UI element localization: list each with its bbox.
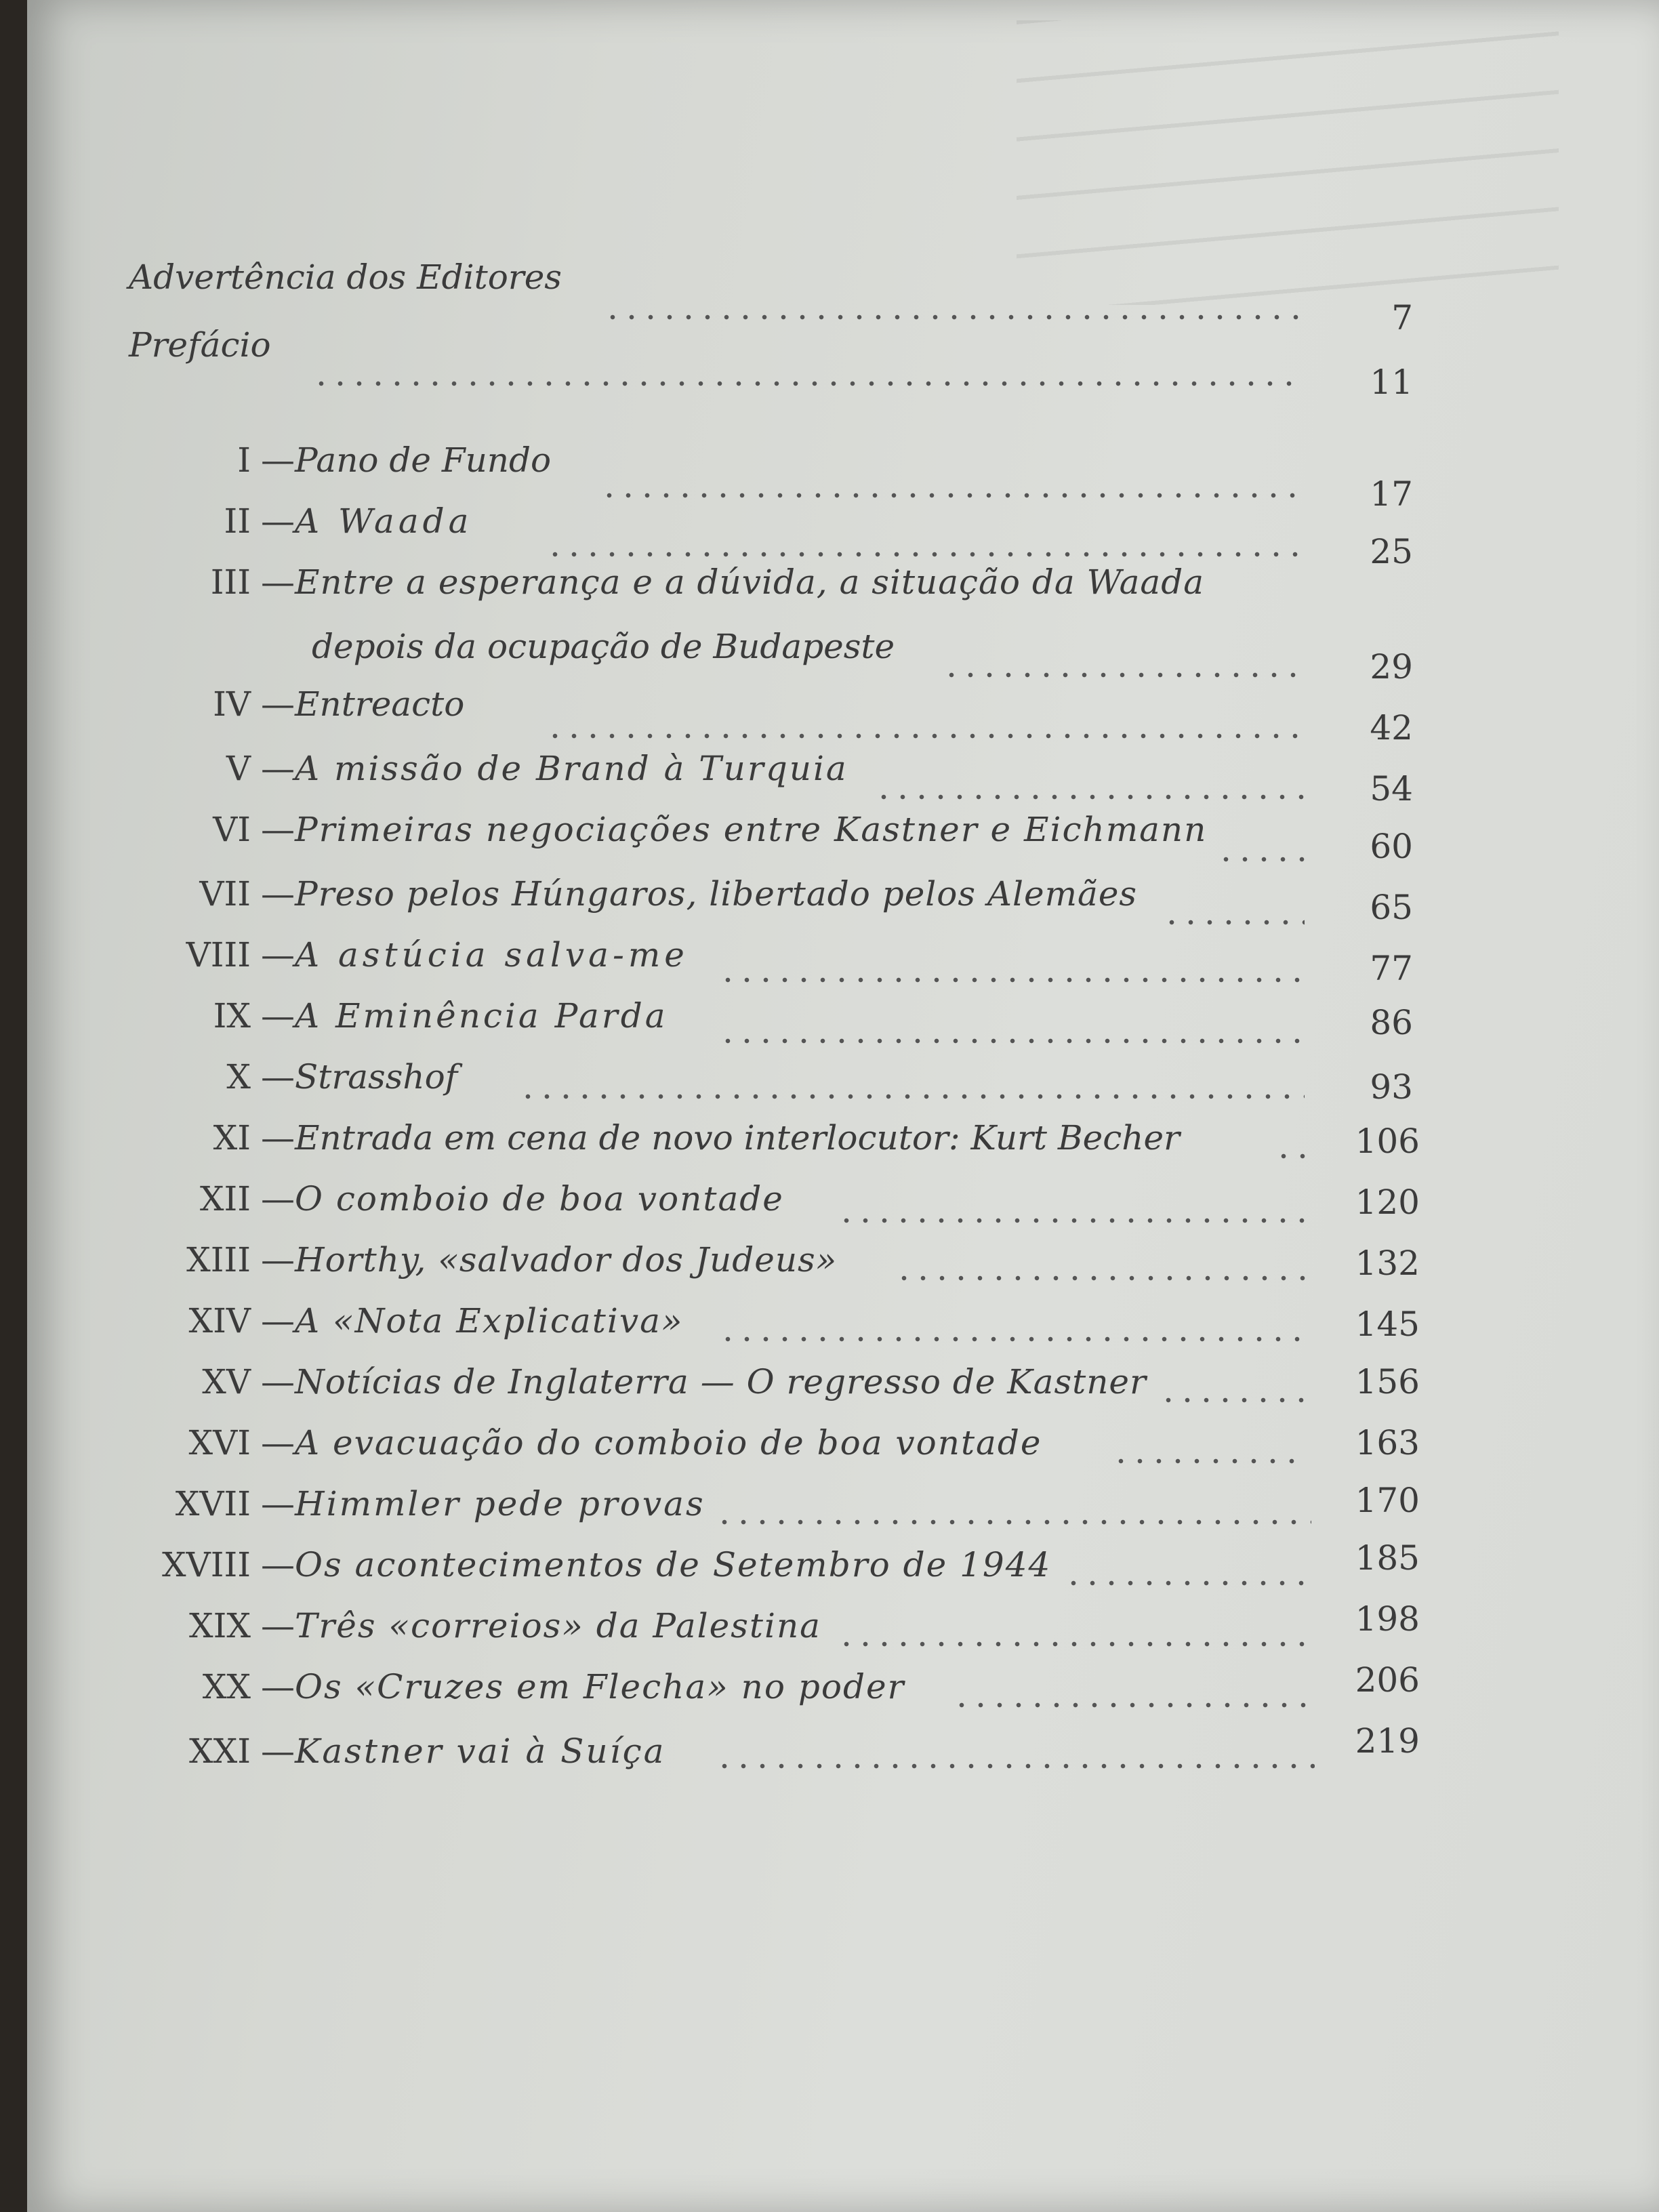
chapter-entry [261, 1240, 837, 1279]
chapter-entry [261, 684, 464, 724]
chapter-number: XIII [186, 1240, 251, 1279]
chapter-entry [261, 1732, 665, 1771]
em-dash: — [261, 441, 295, 480]
chapter-number: XXI [189, 1732, 251, 1771]
em-dash: — [261, 1667, 295, 1706]
page-number: 198 [1355, 1599, 1420, 1639]
page-number: 7 [1391, 298, 1413, 337]
toc-entry-prefacio [129, 325, 271, 365]
chapter-title-continued: depois da ocupação de Budapeste [312, 627, 895, 666]
chapter-title: Strasshof [295, 1057, 458, 1097]
em-dash: — [261, 684, 295, 724]
chapter-number: XI [213, 1118, 251, 1158]
chapter-entry [261, 1301, 683, 1340]
chapter-title: Os «Cruzes em Flecha» no poder [295, 1667, 905, 1706]
page-number: 17 [1370, 474, 1413, 514]
em-dash: — [261, 501, 295, 541]
page-number: 145 [1355, 1305, 1420, 1344]
em-dash: — [261, 996, 295, 1036]
chapter-entry [261, 441, 551, 480]
chapter-entry [261, 1545, 1051, 1584]
chapter-number: XX [202, 1667, 251, 1706]
chapter-title: A astúcia salva-me [295, 935, 689, 975]
chapter-title: Entrada em cena de novo interlocutor: Kurt Becher [295, 1118, 1180, 1158]
chapter-title: Preso pelos Húngaros, libertado pelos Alemães [295, 874, 1138, 914]
leader-dots [718, 1335, 1308, 1343]
entry-title: Advertência dos Editores [129, 258, 562, 297]
page-number: 29 [1370, 647, 1413, 687]
page-number: 206 [1355, 1660, 1420, 1700]
chapter-entry [261, 1667, 905, 1706]
page-number: 156 [1355, 1362, 1420, 1401]
em-dash: — [261, 1606, 295, 1645]
chapter-title: Pano de Fundo [295, 441, 552, 480]
leader-dots [518, 1092, 1305, 1101]
chapter-number: XIV [188, 1301, 251, 1340]
leader-dots [715, 1762, 1315, 1770]
chapter-number: VII [199, 874, 251, 914]
chapter-title: Horthy, «salvador dos Judeus» [295, 1240, 838, 1279]
page-number: 93 [1370, 1067, 1413, 1107]
page-number: 170 [1355, 1481, 1420, 1520]
chapter-title: A missão de Brand à Turquia [295, 749, 848, 788]
em-dash: — [261, 1118, 295, 1158]
em-dash: — [261, 1545, 295, 1584]
chapter-number: XVI [188, 1423, 251, 1462]
entry-title: Prefácio [129, 325, 271, 365]
chapter-title: Os acontecimentos de Setembro de 1944 [295, 1545, 1052, 1584]
chapter-entry [261, 1423, 1042, 1462]
chapter-title: Entre a esperança e a dúvida, a situação da Waada [295, 562, 1205, 602]
leader-dots [1159, 1396, 1308, 1404]
page-number: 163 [1355, 1423, 1420, 1462]
em-dash: — [261, 1057, 295, 1097]
chapter-number: XVIII [162, 1545, 251, 1584]
em-dash: — [261, 1423, 295, 1462]
page-number: 132 [1355, 1244, 1420, 1283]
leader-dots [837, 1640, 1311, 1648]
leader-dots [837, 1216, 1308, 1225]
chapter-title: Notícias de Inglaterra — O regresso de Kastner [295, 1362, 1147, 1401]
leader-dots [942, 671, 1305, 679]
toc-entry-advertencia [129, 258, 562, 297]
chapter-number: XIX [189, 1606, 251, 1645]
em-dash: — [261, 1732, 295, 1771]
chapter-number: I [237, 441, 251, 480]
chapter-title: Himmler pede provas [295, 1484, 705, 1523]
chapter-title: A Eminência Parda [295, 996, 668, 1036]
chapter-title: A evacuação do comboio de boa vontade [295, 1423, 1042, 1462]
page-number: 54 [1370, 769, 1413, 808]
page-number: 86 [1370, 1003, 1413, 1042]
leader-dots [603, 313, 1301, 321]
chapter-number: IV [213, 684, 251, 724]
em-dash: — [261, 1484, 295, 1523]
page-number: 106 [1355, 1122, 1420, 1161]
chapter-entry [261, 749, 848, 788]
chapter-number: VI [213, 810, 251, 849]
em-dash: — [261, 1301, 295, 1340]
chapter-title: Três «correios» da Palestina [295, 1606, 821, 1645]
leader-dots [874, 793, 1305, 801]
chapter-number: II [224, 501, 251, 541]
chapter-number: XII [199, 1179, 251, 1218]
page-number: 77 [1370, 949, 1413, 988]
chapter-title: A Waada [295, 501, 473, 541]
chapter-entry [261, 1606, 821, 1645]
page-number: 11 [1370, 363, 1413, 402]
em-dash: — [261, 810, 295, 849]
chapter-number: III [210, 562, 251, 602]
chapter-entry [261, 810, 1207, 849]
em-dash: — [261, 562, 295, 602]
chapter-number: V [226, 749, 251, 788]
chapter-number: IX [213, 996, 251, 1036]
chapter-entry [261, 1118, 1180, 1158]
chapter-number: VIII [186, 935, 251, 975]
chapter-title: Entreacto [295, 684, 465, 724]
leader-dots [1111, 1457, 1308, 1465]
chapter-title: Primeiras negociações entre Kastner e Eichmann [295, 810, 1208, 849]
em-dash: — [261, 935, 295, 975]
page-number: 65 [1370, 888, 1413, 927]
chapter-entry [261, 1179, 784, 1218]
leader-dots [952, 1701, 1315, 1709]
chapter-title: A «Nota Explicativa» [295, 1301, 684, 1340]
page-number: 120 [1355, 1183, 1420, 1222]
chapter-entry [261, 1362, 1147, 1401]
page-number: 219 [1355, 1721, 1420, 1761]
leader-dots [312, 380, 1301, 388]
page-number: 60 [1370, 827, 1413, 866]
leader-dots [895, 1274, 1308, 1282]
leader-dots [1216, 855, 1305, 863]
leader-dots [1064, 1579, 1311, 1587]
em-dash: — [261, 1240, 295, 1279]
chapter-number: X [226, 1057, 251, 1097]
chapter-entry [261, 874, 1137, 914]
em-dash: — [261, 749, 295, 788]
chapter-entry [261, 562, 1204, 602]
leader-dots [1162, 918, 1305, 926]
em-dash: — [261, 1362, 295, 1401]
leader-dots [718, 976, 1305, 984]
chapter-entry [261, 1484, 705, 1523]
leader-dots [718, 1037, 1305, 1045]
leader-dots [1274, 1152, 1308, 1160]
page-number: 185 [1355, 1538, 1420, 1578]
leader-dots [546, 732, 1305, 740]
leader-dots [715, 1518, 1311, 1526]
chapter-entry [261, 935, 689, 975]
chapter-title: O comboio de boa vontade [295, 1179, 784, 1218]
chapter-entry [261, 501, 472, 541]
chapter-entry [261, 1057, 457, 1097]
em-dash: — [261, 874, 295, 914]
chapter-entry [261, 996, 668, 1036]
chapter-number: XV [202, 1362, 251, 1401]
chapter-title: Kastner vai à Suíça [295, 1732, 666, 1771]
em-dash: — [261, 1179, 295, 1218]
page-number: 42 [1370, 708, 1413, 747]
leader-dots [600, 491, 1305, 499]
page-number: 25 [1370, 532, 1413, 571]
leader-dots [546, 550, 1305, 558]
chapter-number: XVII [175, 1484, 251, 1523]
